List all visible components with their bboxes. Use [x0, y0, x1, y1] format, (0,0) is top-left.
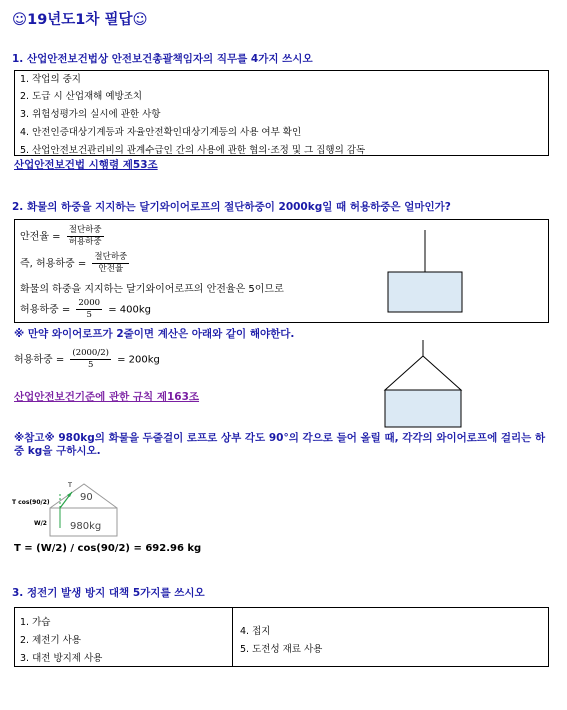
- list-item: 5. 도전성 재료 사용: [240, 644, 323, 655]
- fraction: $\frac{2000}{5}$: [78, 298, 101, 320]
- answer-box-1: [14, 70, 549, 156]
- single-rope-diagram: [380, 230, 470, 320]
- label-t: T: [68, 481, 72, 489]
- label-angle: 90: [80, 492, 93, 503]
- formula-line-3: 화물의 하중을 지지하는 달기와이어로프의 안전율은 5이므로: [20, 284, 284, 295]
- list-item: 1. 가습: [20, 617, 51, 628]
- list-item: 4. 안전인증대상기계등과 자율안전확인대상기계등의 사용 여부 확인: [20, 127, 302, 138]
- question-2: 2. 화물의 하중을 지지하는 달기와이어로프의 절단하중이 2000kg일 때 허용하중은 얼마인가?: [12, 201, 451, 213]
- list-item: 2. 제전기 사용: [20, 635, 81, 646]
- fraction: $\frac{\text{절단하중}}{\text{안전율}}$: [94, 252, 128, 274]
- fraction: $\frac{\text{절단하중}}{\text{허용하중}}$: [68, 225, 102, 247]
- list-item: 3. 위험성평가의 실시에 관한 사항: [20, 109, 161, 120]
- label-weight: 980kg: [70, 521, 102, 532]
- label-tcos: T cos(90/2): [12, 499, 50, 506]
- page-title: ☺19년도1차 필답☺: [12, 12, 148, 28]
- list-item: 2. 도급 시 산업재해 예방조치: [20, 91, 143, 102]
- answer-box-3: [14, 607, 549, 667]
- fraction: $\frac{(2000/2)}{5}$: [72, 348, 109, 370]
- list-item: 5. 산업안전보건관리비의 관계수급인 간의 사용에 관한 협의·조정 및 그 집행의 감독: [20, 145, 366, 156]
- question-3: 3. 정전기 발생 방지 대책 5가지를 쓰시오: [12, 587, 205, 599]
- double-rope-diagram: [378, 340, 478, 432]
- load-box: [388, 272, 462, 312]
- table-divider: [232, 608, 233, 666]
- label-w2: W/2: [34, 520, 47, 527]
- list-item: 1. 작업의 중지: [20, 74, 81, 85]
- formula-line-4: 허용하중 = $\frac{2000}{5}$ = 400kg: [20, 298, 152, 320]
- question-1: 1. 산업안전보건법상 안전보건총괄책임자의 직무를 4가지 쓰시오: [12, 53, 313, 65]
- note-two-ropes: ※ 만약 와이어로프가 2줄이면 계산은 아래와 같이 해야한다.: [14, 328, 295, 340]
- reference-link-2[interactable]: 산업안전보건기준에 관한 규칙 제163조: [14, 391, 200, 403]
- reference-link-1[interactable]: 산업안전보건법 시행령 제53조: [14, 159, 158, 171]
- reference-problem: ※참고※ 980kg의 화물을 두줄걸이 로프로 상부 각도 90°의 각으로 들어 올릴 때, 각각의 와이어로프에 걸리는 하중 kg을 구하시오.: [14, 432, 546, 457]
- list-item: 3. 대전 방지제 사용: [20, 653, 103, 664]
- formula-line-2: 즉, 허용하중 = $\frac{\text{절단하중}}{\text{안전율}}$: [20, 252, 128, 274]
- arrow-head: [67, 492, 72, 497]
- list-item: 4. 접지: [240, 626, 271, 637]
- formula-line-5: 허용하중 = $\frac{(2000/2)}{5}$ = 200kg: [14, 348, 160, 370]
- rope-sling: [385, 356, 461, 390]
- tension-formula: T = (W/2) / cos(90/2) = 692.96 kg: [14, 543, 202, 554]
- formula-line-1: 안전율 = $\frac{\text{절단하중}}{\text{허용하중}}$: [20, 225, 102, 247]
- load-box: [385, 390, 461, 427]
